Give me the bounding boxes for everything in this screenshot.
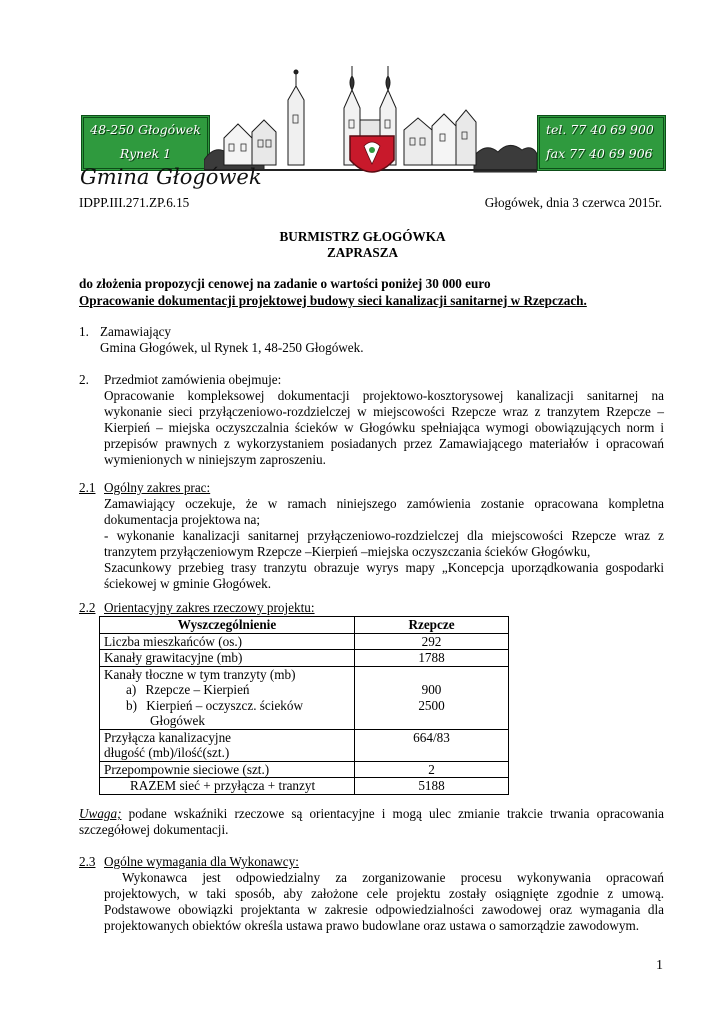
address-line-2: Rynek 1 xyxy=(119,146,172,161)
section-1-heading: Zamawiający xyxy=(100,324,172,339)
item-b-label: Kierpień – oczyszcz. ścieków xyxy=(146,697,304,713)
title-line-2: ZAPRASZA xyxy=(326,245,399,260)
note-line-1 xyxy=(79,806,664,822)
title-line-1: BURMISTRZ GŁOGÓWKA xyxy=(279,229,446,244)
section-2-3-line: projektowych, w taki sposób, aby założone cele projektu zostały osiągnięte zgodnie z umową. xyxy=(104,886,664,901)
pressure-label: Kanały tłoczne w tym tranzyty (mb) xyxy=(104,666,296,682)
section-2-1-number: 2.1 xyxy=(79,480,96,495)
note-label: Uwaga; xyxy=(79,806,122,821)
connections-label-2: długość (mb)/ilość(szt.) xyxy=(104,745,230,760)
section-2-number: 2. xyxy=(79,372,89,387)
address-line-1: 48-250 Głogówek xyxy=(90,122,201,137)
section-2-1-heading: Ogólny zakres prac: xyxy=(104,480,211,495)
section-2-line: wykonanie sieci przyłączeniowo-rozdzielczej w miejscowości Rzepcze wraz z tranzytem Rzepcze – xyxy=(104,404,664,419)
row-value: 2 xyxy=(355,761,509,778)
table-row xyxy=(100,761,509,778)
section-2-1-line: - wykonanie kanalizacji sanitarnej przyłączeniowo-rozdzielczej dla miejscowości Rzepcze wraz z xyxy=(104,528,664,543)
contact-box xyxy=(537,115,666,171)
item-a-label: Rzepcze – Kierpień xyxy=(145,682,250,697)
table-header-cell: Wyszczególnienie xyxy=(100,617,355,634)
section-1-number: 1. xyxy=(79,324,89,339)
section-2-line: wymienionych w niniejszym zaproszeniu. xyxy=(104,452,326,467)
row-value: 664/83 xyxy=(355,729,509,761)
section-2-2-heading: Orientacyjny zakres rzeczowy projektu: xyxy=(104,600,315,615)
intro-line: do złożenia propozycji cenowej na zadanie o wartości poniżej 30 000 euro xyxy=(79,276,491,291)
note-text: podane wskaźniki rzeczowe są orientacyjne i mogą ulec zmianie trakcie trwania opracowania xyxy=(121,806,664,821)
section-2-3-line: projektowanych obiektów określa ustawa prawo budowlane oraz ustawa o samorządzie zawodowym. xyxy=(104,918,640,933)
section-1-body: Gmina Głogówek, ul Rynek 1, 48-250 Głogówek. xyxy=(100,340,364,355)
row-value xyxy=(355,666,509,729)
section-2-line: Kierpień – miejska oczyszczalnia ścieków w Głogówku spełniająca wymogi obowiązujących norm i xyxy=(104,420,664,435)
connections-label-1: Przyłącza kanalizacyjne xyxy=(104,729,232,745)
item-a-marker: a) xyxy=(126,682,137,697)
section-2-1-line: ściekowej w gminie Głogówek. xyxy=(104,576,272,591)
document-reference: IDPP.III.271.ZP.6.15 xyxy=(79,195,190,210)
crest-icon xyxy=(350,136,394,172)
section-2-2-number: 2.2 xyxy=(79,600,96,615)
table-header-row xyxy=(100,617,509,634)
section-2-3-line: Podstawowe obowiązki projektanta w zakresie odpowiedzialności zawodowej oraz wymagania dla xyxy=(104,902,664,917)
project-title: Opracowanie dokumentacji projektowej budowy sieci kanalizacji sanitarnej w Rzepczach. xyxy=(79,293,587,308)
fax-number: fax 77 40 69 906 xyxy=(546,146,653,161)
letterhead xyxy=(78,60,668,192)
address-box xyxy=(81,115,210,171)
section-2-heading: Przedmiot zamówienia obejmuje: xyxy=(104,372,282,387)
row-label xyxy=(100,729,355,761)
scope-table xyxy=(99,616,509,795)
section-2-3-heading: Ogólne wymagania dla Wykonawcy: xyxy=(104,854,299,869)
page-number: 1 xyxy=(656,958,663,973)
section-2-1-body xyxy=(104,496,664,592)
item-b-label-cont: Głogówek xyxy=(150,713,205,728)
row-label: Liczba mieszkańców (os.) xyxy=(100,633,355,650)
value-a: 900 xyxy=(421,682,442,697)
section-2-1-line: Szacunkowy przebieg trasy tranzytu obrazuje wyrys mapy „Koncepcja uporządkowania gospodarki xyxy=(104,560,664,575)
section-2-body xyxy=(104,388,664,468)
table-header-cell: Rzepcze xyxy=(355,617,509,634)
table-row xyxy=(100,650,509,667)
row-label: RAZEM sieć + przyłącza + tranzyt xyxy=(100,778,355,795)
section-2-3-line: Wykonawca jest odpowiedzialny za zorganizowanie procesu wykonywania opracowań xyxy=(122,870,664,885)
section-2-line: przepisów prawnych z wykorzystaniem posiadanych przez Zamawiającego materiałów i opracowań xyxy=(104,436,664,451)
row-label: Kanały grawitacyjne (mb) xyxy=(100,650,355,667)
note-line-2: szczegółowej dokumentacji. xyxy=(79,822,229,837)
section-2-3-number: 2.3 xyxy=(79,854,96,869)
row-value: 1788 xyxy=(355,650,509,667)
municipality-name: Gmina Głogówek xyxy=(80,165,262,189)
table-row xyxy=(100,633,509,650)
section-2-1-line: tranzytem przyłączeniowym Rzepcze –Kierpień –miejska oczyszczania ścieków Głogówku, xyxy=(104,544,591,559)
table-row xyxy=(100,778,509,795)
row-value: 5188 xyxy=(355,778,509,795)
row-label xyxy=(100,666,355,729)
phone-number: tel. 77 40 69 900 xyxy=(546,122,654,137)
section-2-1-line: Zamawiający oczekuje, że w ramach niniejszego zamówienia zostanie opracowana kompletna xyxy=(104,496,664,511)
row-value: 292 xyxy=(355,633,509,650)
place-and-date: Głogówek, dnia 3 czerwca 2015r. xyxy=(484,195,662,210)
table-row xyxy=(100,666,509,729)
table-row xyxy=(100,729,509,761)
section-2-1-line: dokumentacja projektowa na; xyxy=(104,512,260,527)
section-2-line: Opracowanie kompleksowej dokumentacji projektowo-kosztorysowej kanalizacji sanitarnej na xyxy=(104,388,664,403)
row-label: Przepompownie sieciowe (szt.) xyxy=(100,761,355,778)
value-b: 2500 xyxy=(418,697,445,713)
item-b-marker: b) xyxy=(126,697,137,713)
section-2-3-body xyxy=(104,870,664,934)
